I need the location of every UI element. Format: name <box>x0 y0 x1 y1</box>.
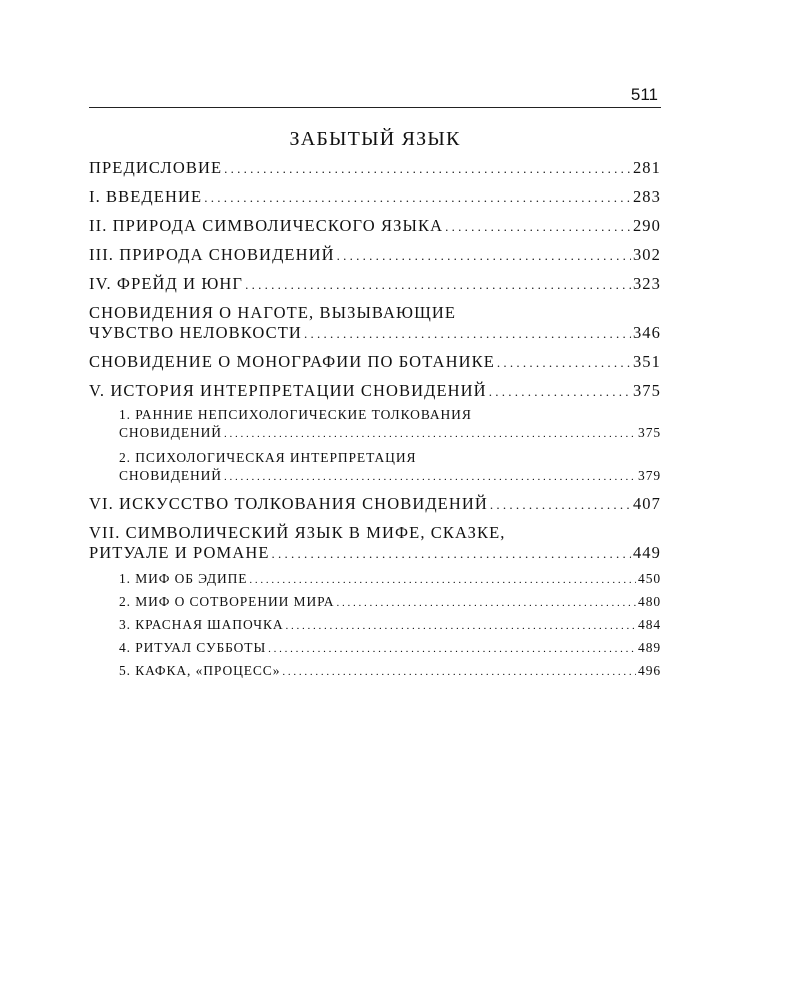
toc-entry-page: 351 <box>632 352 661 371</box>
toc-entry-page: 283 <box>632 187 661 206</box>
toc-entry-title-line1: 2. ПСИХОЛОГИЧЕСКАЯ ИНТЕРПРЕТАЦИЯ <box>119 450 417 465</box>
dot-leader <box>224 424 636 443</box>
toc-entry-page: 480 <box>638 594 661 609</box>
toc-entry-page: 346 <box>632 323 661 342</box>
toc-entry-page: 407 <box>632 494 661 513</box>
toc-entry-title: 3. КРАСНАЯ ШАПОЧКА <box>119 617 284 632</box>
page-number: 511 <box>630 85 658 104</box>
toc-entry-page: 449 <box>632 543 661 562</box>
toc-entry-title: СНОВИДЕНИЙ <box>119 425 222 440</box>
toc-entry-chapter-2[interactable] <box>89 216 661 237</box>
toc-entry-chapter-5[interactable] <box>89 381 661 402</box>
toc-entry-title: II. ПРИРОДА СИМВОЛИЧЕСКОГО ЯЗЫКА <box>89 216 444 235</box>
toc-entry-page: 281 <box>632 158 661 177</box>
toc-entry-chapter-6[interactable] <box>89 494 661 515</box>
toc-entry-botanical-monograph[interactable] <box>89 352 661 373</box>
toc-entry-page: 496 <box>638 663 661 678</box>
dot-leader <box>336 593 636 612</box>
toc-entry-page: 323 <box>632 274 661 293</box>
toc-entry-chapter-7[interactable] <box>89 523 661 564</box>
toc-entry-title: СНОВИДЕНИЙ <box>119 468 222 483</box>
toc-entry-title-line1: VII. СИМВОЛИЧЕСКИЙ ЯЗЫК В МИФЕ, СКАЗКЕ, <box>89 523 506 542</box>
dot-leader <box>204 187 631 208</box>
toc-entry-page: 484 <box>638 617 661 632</box>
toc-subentry-7-2[interactable] <box>119 593 661 612</box>
toc-entry-preface[interactable] <box>89 158 661 179</box>
toc-entry-chapter-1[interactable] <box>89 187 661 208</box>
toc-entry-title: РИТУАЛЕ И РОМАНЕ <box>89 543 270 562</box>
book-title: ЗАБЫТЫЙ ЯЗЫК <box>289 128 461 150</box>
toc-entry-title-line1: СНОВИДЕНИЯ О НАГОТЕ, ВЫЗЫВАЮЩИЕ <box>89 303 457 322</box>
dot-leader <box>272 543 631 564</box>
toc-entry-title: ПРЕДИСЛОВИЕ <box>89 158 223 177</box>
toc-subentry-5-1[interactable] <box>119 406 661 443</box>
dot-leader <box>497 352 631 373</box>
toc-entry-title: I. ВВЕДЕНИЕ <box>89 187 203 206</box>
toc-subentry-7-4[interactable] <box>119 639 661 658</box>
toc-subentry-7-1[interactable] <box>119 570 661 589</box>
toc-entry-title: 5. КАФКА, «ПРОЦЕСС» <box>119 663 281 678</box>
toc-entry-chapter-4[interactable] <box>89 274 661 295</box>
toc-entry-title: 2. МИФ О СОТВОРЕНИИ МИРА <box>119 594 335 609</box>
toc-entry-chapter-3[interactable] <box>89 245 661 266</box>
dot-leader <box>224 158 631 179</box>
toc-entry-title: СНОВИДЕНИЕ О МОНОГРАФИИ ПО БОТАНИКЕ <box>89 352 495 371</box>
dot-leader <box>304 323 631 344</box>
toc-entry-nakedness-dreams[interactable] <box>89 303 661 344</box>
toc-entry-page: 290 <box>632 216 661 235</box>
toc-entry-title: III. ПРИРОДА СНОВИДЕНИЙ <box>89 245 335 264</box>
dot-leader <box>489 381 631 402</box>
toc-entry-title: IV. ФРЕЙД И ЮНГ <box>89 274 244 293</box>
toc-entry-page: 489 <box>638 640 661 655</box>
toc-entry-page: 302 <box>632 245 661 264</box>
toc-entry-title: 4. РИТУАЛ СУББОТЫ <box>119 640 267 655</box>
toc-subentry-7-3[interactable] <box>119 616 661 635</box>
dot-leader <box>249 570 636 589</box>
toc-entry-title: ЧУВСТВО НЕЛОВКОСТИ <box>89 323 302 342</box>
dot-leader <box>282 662 636 681</box>
toc-subentry-7-5[interactable] <box>119 662 661 681</box>
dot-leader <box>337 245 631 266</box>
toc-entry-page: 375 <box>632 381 661 400</box>
toc-entry-title: VI. ИСКУССТВО ТОЛКОВАНИЯ СНОВИДЕНИЙ <box>89 494 488 513</box>
dot-leader <box>245 274 631 295</box>
dot-leader <box>268 639 636 658</box>
table-of-contents <box>89 158 661 685</box>
dot-leader <box>490 494 631 515</box>
dot-leader <box>445 216 631 237</box>
toc-entry-title-line1: 1. РАННИЕ НЕПСИХОЛОГИЧЕСКИЕ ТОЛКОВАНИЯ <box>119 407 472 422</box>
dot-leader <box>286 616 637 635</box>
toc-entry-page: 375 <box>638 425 661 440</box>
toc-entry-title: 1. МИФ ОБ ЭДИПЕ <box>119 571 248 586</box>
header-rule <box>89 107 661 108</box>
dot-leader <box>224 467 636 486</box>
toc-entry-title: V. ИСТОРИЯ ИНТЕРПРЕТАЦИИ СНОВИДЕНИЙ <box>89 381 487 400</box>
toc-entry-page: 379 <box>638 468 661 483</box>
toc-subentry-5-2[interactable] <box>119 449 661 486</box>
toc-entry-page: 450 <box>638 571 661 586</box>
